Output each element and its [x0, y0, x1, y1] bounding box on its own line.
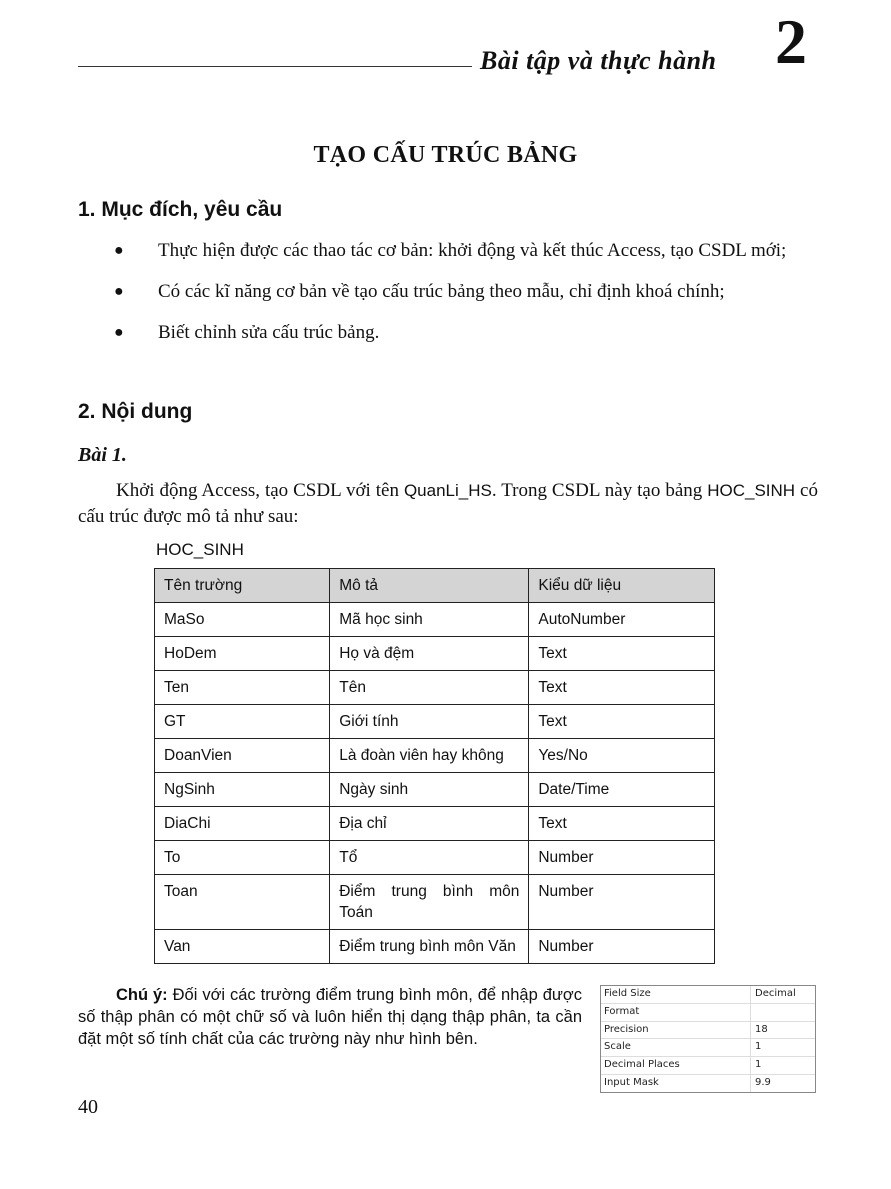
table-row: To Tổ Number: [155, 841, 715, 875]
bullet-icon: ●: [114, 324, 124, 341]
table-row: Ten Tên Text: [155, 671, 715, 705]
note-paragraph: Chú ý: Đối với các trường điểm trung bình môn, để nhập được số thập phân có một chữ số và luôn hiển thị dạng thập phân, ta cần đặt một số tính chất của các trường này như hình bên.: [78, 986, 582, 1048]
column-header: Kiểu dữ liệu: [529, 569, 715, 603]
property-row: Scale 1: [601, 1039, 815, 1057]
table-row: Toan Điểm trung bình môn Toán Number: [155, 875, 715, 930]
property-row: Format: [601, 1004, 815, 1022]
bullet-icon: ●: [114, 283, 124, 300]
section-heading-content: 2. Nội dung: [78, 400, 193, 423]
table-caption: HOC_SINH: [156, 540, 244, 559]
table-header-row: [155, 569, 715, 603]
table-row: NgSinh Ngày sinh Date/Time: [155, 773, 715, 807]
table-row: DoanVien Là đoàn viên hay không Yes/No: [155, 739, 715, 773]
column-header: Tên trường: [155, 569, 330, 603]
page-number: 40: [78, 1096, 98, 1118]
property-row: Field Size Decimal: [601, 986, 815, 1004]
exercise-text: Khởi động Access, tạo CSDL với tên QuanLi_HS. Trong CSDL này tạo bảng HOC_SINH có cấu trúc được mô tả như sau:: [78, 480, 818, 527]
page-title: TẠO CẤU TRÚC BẢNG: [313, 142, 578, 168]
exercise-label: Bài 1.: [78, 444, 127, 466]
table-row: DiaChi Địa chỉ Text: [155, 807, 715, 841]
table-row: MaSo Mã học sinh AutoNumber: [155, 603, 715, 637]
list-item: ● Biết chỉnh sửa cấu trúc bảng.: [114, 322, 380, 343]
property-row: Decimal Places 1: [601, 1057, 815, 1075]
header-rule: [78, 66, 472, 67]
field-properties-panel: [600, 985, 816, 1093]
chapter-header-text: Bài tập và thực hành: [480, 46, 717, 75]
list-item: ● Thực hiện được các thao tác cơ bản: khởi động và kết thúc Access, tạo CSDL mới;: [114, 240, 787, 261]
bullet-icon: ●: [114, 242, 124, 259]
table-row: Van Điểm trung bình môn Văn Number: [155, 930, 715, 964]
table-row: GT Giới tính Text: [155, 705, 715, 739]
section-heading-purpose: 1. Mục đích, yêu cầu: [78, 198, 283, 221]
field-structure-table: [154, 568, 715, 964]
property-row: Precision 18: [601, 1022, 815, 1040]
list-item: ● Có các kĩ năng cơ bản về tạo cấu trúc bảng theo mẫu, chỉ định khoá chính;: [114, 281, 725, 302]
note-label: Chú ý:: [116, 986, 168, 1004]
column-header: Mô tả: [330, 569, 529, 603]
goals-list: [78, 238, 818, 361]
database-name: QuanLi_HS: [403, 481, 492, 500]
table-name: HOC_SINH: [707, 481, 796, 500]
chapter-header-number: 2: [775, 6, 807, 77]
table-row: HoDem Họ và đệm Text: [155, 637, 715, 671]
property-row: Input Mask 9.9: [601, 1075, 815, 1092]
